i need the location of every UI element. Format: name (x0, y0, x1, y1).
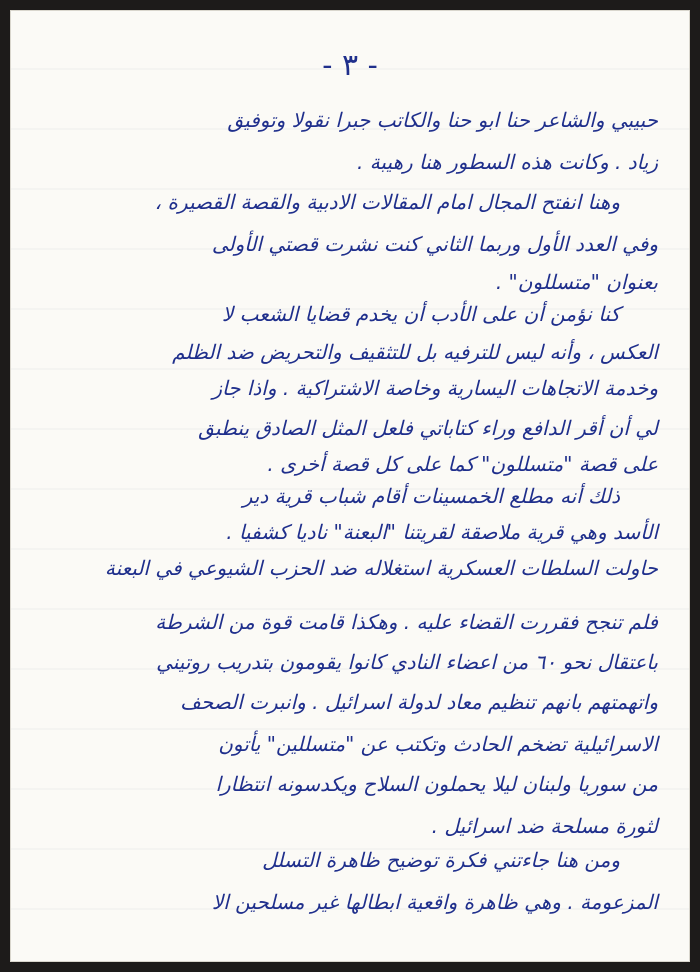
text-line: المزعومة . وهي ظاهرة واقعية ابطالها غير مسلحين الا (211, 890, 658, 914)
text-line: حاولت السلطات العسكرية استغلاله ضد الحزب الشيوعي في البعنة (104, 556, 658, 580)
text-line: وخدمة الاتجاهات اليسارية وخاصة الاشتراكية . واذا جاز (212, 376, 658, 400)
text-line: وهنا انفتح المجال امام المقالات الادبية والقصة القصيرة ، (154, 190, 620, 214)
text-line: لثورة مسلحة ضد اسرائيل . (431, 814, 658, 838)
text-line: العكس ، وأنه ليس للترفيه بل للتثقيف والتحريض ضد الظلم (172, 340, 658, 364)
text-line: كنا نؤمن أن على الأدب أن يخدم قضايا الشعب لا (221, 302, 620, 326)
text-line: بعنوان "متسللون" . (495, 270, 658, 294)
text-line: وفي العدد الأول وربما الثاني كنت نشرت قصتي الأولى (211, 232, 658, 256)
text-line: زياد . وكانت هذه السطور هنا رهيبة . (356, 150, 658, 174)
page-number: - ٣ - (322, 48, 378, 83)
text-line: واتهمتهم بانهم تنظيم معاد لدولة اسرائيل . وانبرت الصحف (180, 690, 658, 714)
text-line: على قصة "متسللون" كما على كل قصة أخرى . (267, 452, 658, 476)
text-line: لي أن أقر الدافع وراء كتاباتي فلعل المثل الصادق ينطبق (198, 416, 658, 440)
handwritten-page (10, 10, 690, 962)
text-line: الأسد وهي قرية ملاصقة لقريتنا "البعنة" ناديا كشفيا . (226, 520, 658, 544)
text-line: الاسرائيلية تضخم الحادث وتكتب عن "متسللين" يأتون (218, 732, 658, 756)
text-line: فلم تنجح فقررت القضاء عليه . وهكذا قامت قوة من الشرطة (155, 610, 658, 634)
text-line: حبيبي والشاعر حنا ابو حنا والكاتب جبرا نقولا وتوفيق (227, 108, 658, 132)
text-line: باعتقال نحو ٦٠ من اعضاء النادي كانوا يقومون بتدريب روتيني (156, 650, 658, 674)
text-line: ذلك أنه مطلع الخمسينات أقام شباب قرية دير (242, 484, 620, 508)
text-line: من سوريا ولبنان ليلا يحملون السلاح ويكدسونه انتظارا (215, 772, 658, 796)
text-line: ومن هنا جاءتني فكرة توضيح ظاهرة التسلل (262, 848, 620, 872)
